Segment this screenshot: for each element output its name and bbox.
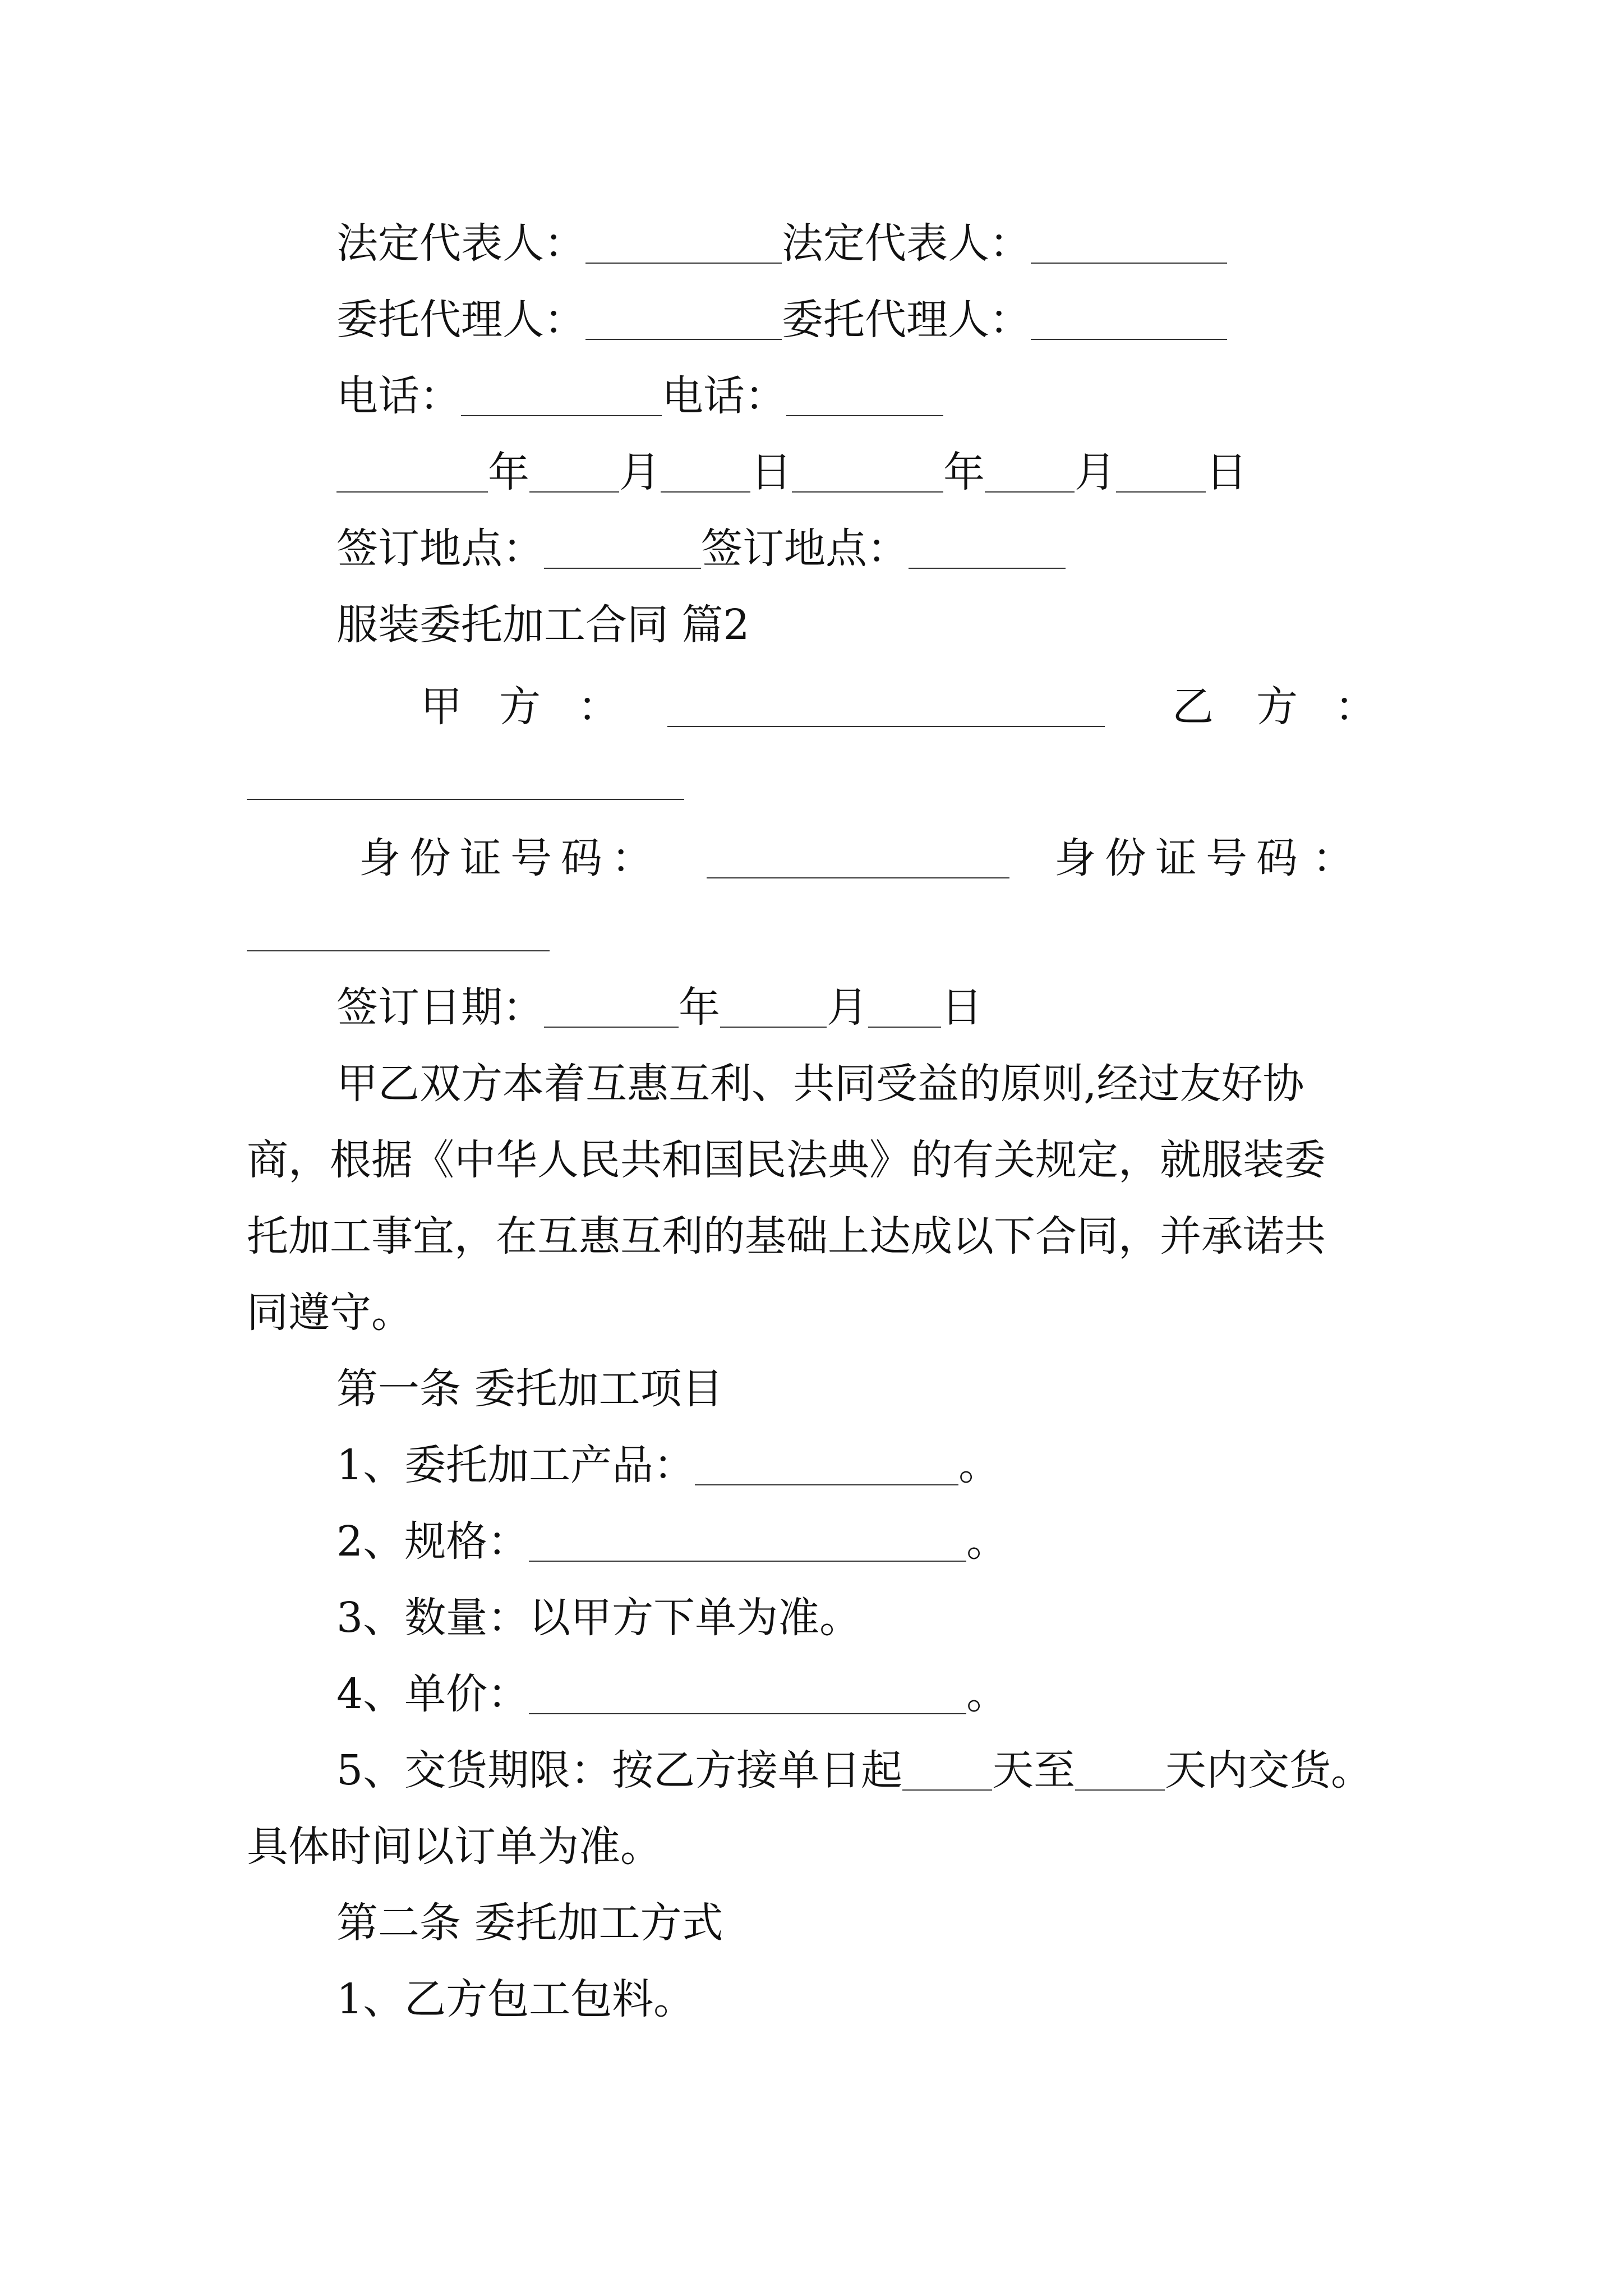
item-method-text: 1、乙方包工包料。	[336, 1975, 695, 2023]
para-line-1	[336, 1056, 1304, 1112]
item-delivery-line	[336, 1742, 1372, 1798]
party-b-blank-line	[247, 752, 684, 808]
day-label-b: 日	[1206, 448, 1247, 496]
sign-place-label-b: 签订地点：	[701, 524, 909, 573]
phone-line	[336, 368, 943, 424]
id-a-char1: 身	[359, 834, 400, 882]
para-line-3	[247, 1208, 1326, 1264]
para-text-4: 同遵守。	[247, 1289, 413, 1337]
item-spec-line	[336, 1513, 1008, 1570]
delivery-days-to-blank[interactable]	[1075, 1742, 1165, 1798]
item-delivery-cont-text: 具体时间以订单为准。	[247, 1823, 662, 1871]
item-delivery-cont-line	[247, 1819, 662, 1875]
id-b-char5: 码	[1256, 834, 1298, 882]
party-a-char1: 甲	[421, 683, 462, 731]
id-a-char5: 码	[561, 834, 602, 882]
agent-label-b: 委托代理人：	[782, 296, 1031, 344]
sign-year-blank[interactable]	[544, 979, 679, 1036]
id-b-char3: 证	[1155, 834, 1197, 882]
sign-place-blank-b[interactable]	[909, 521, 1066, 577]
day-label-a: 日	[750, 448, 792, 496]
party-b-char1: 乙	[1172, 683, 1214, 731]
item-product-line	[336, 1437, 1000, 1493]
month-label-a: 月	[619, 448, 661, 496]
year-label-b: 年	[943, 448, 985, 496]
party-b-blank[interactable]	[247, 752, 684, 808]
year-blank-b[interactable]	[792, 444, 943, 500]
party-b-colon: ：	[1335, 683, 1376, 731]
agent-blank-a[interactable]	[585, 292, 782, 348]
month-blank-b[interactable]	[985, 444, 1075, 500]
year-label-a: 年	[488, 448, 529, 496]
item-delivery-mid: 天至	[992, 1746, 1076, 1795]
item-quantity-line	[336, 1590, 861, 1646]
section-title	[336, 597, 750, 653]
party-b-char2: 方	[1256, 683, 1298, 731]
id-a-char4: 号	[510, 834, 552, 882]
legal-rep-label-a: 法定代表人：	[336, 219, 585, 268]
id-line	[359, 830, 1380, 886]
sign-month-label: 月	[827, 983, 868, 1032]
legal-rep-label-b: 法定代表人：	[782, 219, 1031, 268]
para-line-4	[247, 1285, 413, 1341]
sign-year-label: 年	[679, 983, 720, 1032]
agent-line	[336, 292, 1227, 348]
day-blank-b[interactable]	[1116, 444, 1206, 500]
para-text-2: 商，根据《中华人民共和国民法典》的有关规定，就服装委	[247, 1136, 1326, 1184]
id-a-char3: 证	[460, 834, 501, 882]
phone-blank-b[interactable]	[786, 368, 943, 424]
sign-day-blank[interactable]	[868, 979, 941, 1036]
delivery-days-from-blank[interactable]	[902, 1742, 992, 1798]
article-2-title	[336, 1895, 723, 1951]
item-delivery-end: 天内交货。	[1165, 1746, 1373, 1795]
article-1-title	[336, 1361, 723, 1417]
legal-rep-blank-a[interactable]	[585, 215, 782, 272]
sign-place-line	[336, 521, 1066, 577]
agent-blank-b[interactable]	[1031, 292, 1227, 348]
month-label-b: 月	[1075, 448, 1116, 496]
article-2-title-text: 第二条 委托加工方式	[336, 1899, 723, 1947]
party-line	[421, 679, 1374, 735]
para-text-3: 托加工事宜，在互惠互利的基础上达成以下合同，并承诺共	[247, 1212, 1326, 1260]
item-quantity-text: 3、数量：以甲方下单为准。	[336, 1594, 861, 1642]
id-b-char1: 身	[1054, 834, 1096, 882]
party-a-colon: ：	[578, 683, 619, 731]
sign-date-line	[336, 979, 983, 1036]
phone-label-b: 电话：	[662, 372, 786, 420]
id-a-colon: ：	[611, 834, 653, 882]
item-spec-blank[interactable]	[529, 1513, 966, 1570]
item-delivery-label: 5、交货期限：按乙方接单日起	[336, 1746, 903, 1795]
item-price-label: 4、单价：	[336, 1670, 529, 1718]
id-b-blank[interactable]	[247, 903, 550, 959]
id-b-char4: 号	[1206, 834, 1247, 882]
article-1-title-text: 第一条 委托加工项目	[336, 1365, 723, 1413]
item-price-line	[336, 1666, 1008, 1722]
day-blank-a[interactable]	[661, 444, 750, 500]
item-price-blank[interactable]	[529, 1666, 966, 1722]
para-line-2	[247, 1132, 1326, 1188]
item-product-label: 1、委托加工产品：	[336, 1441, 695, 1489]
item-spec-end: 。	[966, 1517, 1008, 1566]
agent-label-a: 委托代理人：	[336, 296, 585, 344]
item-spec-label: 2、规格：	[336, 1517, 529, 1566]
sign-place-blank-a[interactable]	[544, 521, 701, 577]
item-product-end: 。	[958, 1441, 1000, 1489]
id-b-colon: ：	[1312, 834, 1354, 882]
phone-label-a: 电话：	[336, 372, 461, 420]
date-line	[336, 444, 1247, 500]
sign-date-label: 签订日期：	[336, 983, 544, 1032]
id-b-blank-line	[247, 903, 550, 959]
phone-blank-a[interactable]	[461, 368, 662, 424]
section-title-text: 服装委托加工合同 篇2	[336, 601, 750, 649]
year-blank-a[interactable]	[336, 444, 488, 500]
sign-day-label: 日	[941, 983, 983, 1032]
legal-rep-line	[336, 215, 1227, 272]
party-a-blank[interactable]	[667, 679, 1105, 735]
sign-place-label-a: 签订地点：	[336, 524, 544, 573]
item-method-line	[336, 1971, 695, 2027]
month-blank-a[interactable]	[529, 444, 619, 500]
sign-month-blank[interactable]	[720, 979, 827, 1036]
item-product-blank[interactable]	[695, 1437, 958, 1493]
item-price-end: 。	[966, 1670, 1008, 1718]
para-text-1: 甲乙双方本着互惠互利、共同受益的原则,经过友好协	[336, 1060, 1304, 1108]
id-b-char2: 份	[1105, 834, 1146, 882]
id-a-char2: 份	[409, 834, 451, 882]
id-a-blank[interactable]	[707, 830, 1009, 886]
party-a-char2: 方	[499, 683, 541, 731]
legal-rep-blank-b[interactable]	[1031, 215, 1227, 272]
